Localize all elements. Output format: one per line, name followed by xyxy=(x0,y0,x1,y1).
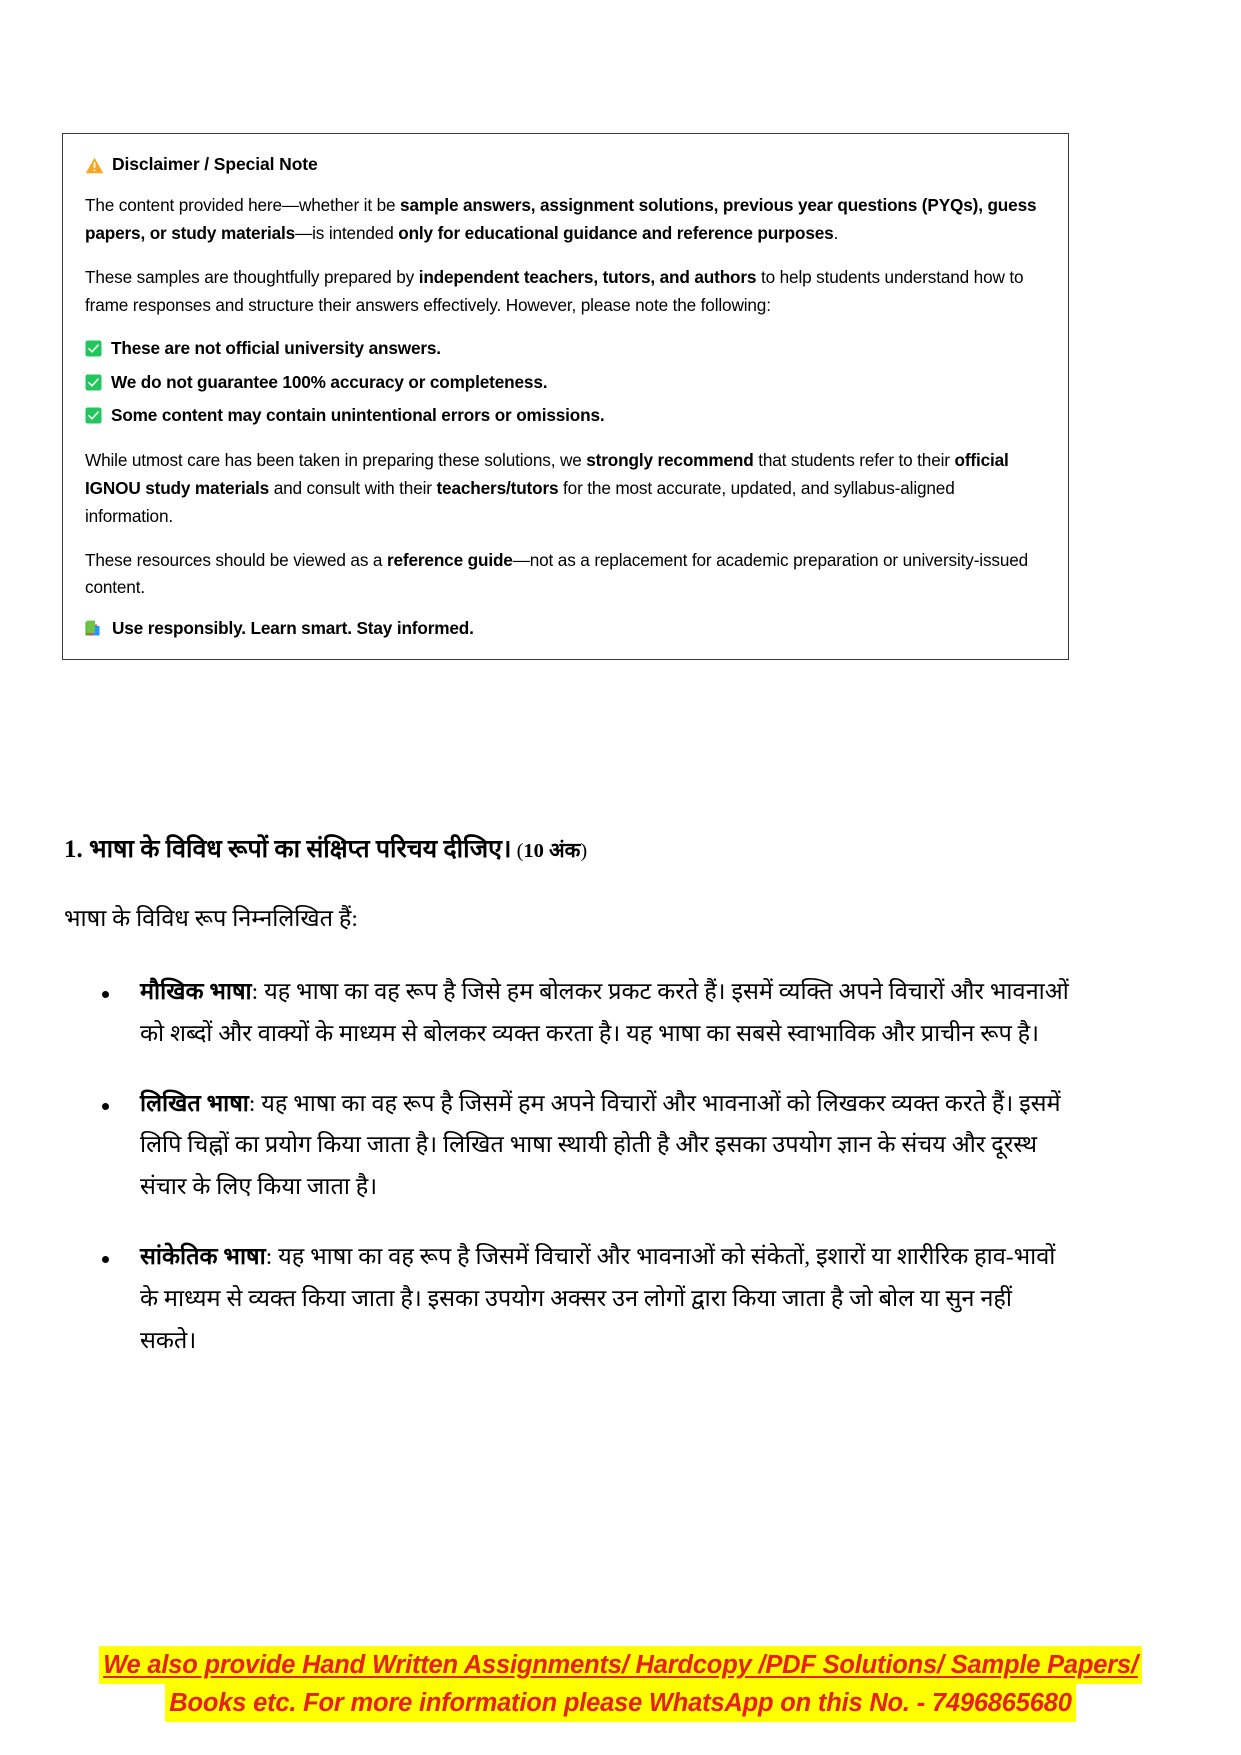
checklist-item xyxy=(85,335,1046,362)
emphasis-text: strongly recommend xyxy=(586,449,754,470)
answer-bullet-item xyxy=(64,972,1072,1056)
bullet-separator: : xyxy=(251,979,265,1005)
body-text: —is intended xyxy=(295,222,399,243)
answer-bullet-item xyxy=(64,1084,1072,1209)
body-text: that students refer to their xyxy=(753,449,955,470)
disclaimer-paragraph-4 xyxy=(85,547,1046,603)
emphasis-text: sample answers, assignment solutions, previous year questions (PYQs), guess papers, or study materials xyxy=(85,195,1037,243)
disclaimer-title-row xyxy=(85,154,1046,175)
warning-triangle-icon xyxy=(85,157,104,174)
body-text: . xyxy=(833,222,839,243)
bullet-text: यह भाषा का वह रूप है जिसे हम बोलकर प्रकट करते हैं। इसमें व्यक्ति अपने विचारों और भावनाओं को शब्दों और वाक्यों के माध्यम से बोलकर व्यक्त करता है। यह भाषा का सबसे स्वाभाविक और प्राचीन रूप है। xyxy=(140,979,1069,1047)
disclaimer-box xyxy=(62,133,1069,660)
disclaimer-title-text: Disclaimer / Special Note xyxy=(112,154,318,174)
bullet-term: मौखिक भाषा xyxy=(140,979,252,1005)
question-heading xyxy=(64,833,1074,867)
answer-intro-line: भाषा के विविध रूप निम्नलिखित हैं: xyxy=(64,906,358,932)
body-text: While utmost care has been taken in preparing these solutions, we xyxy=(85,449,587,470)
disclaimer-final-note-text: Use responsibly. Learn smart. Stay informed. xyxy=(112,618,474,639)
body-text: These samples are thoughtfully prepared by xyxy=(85,266,419,287)
disclaimer-paragraph-2 xyxy=(85,264,1046,320)
disclaimer-final-note-row xyxy=(85,618,1046,639)
body-text: —not as a replacement for academic preparation or university-issued content. xyxy=(85,549,1029,598)
body-text: and consult with their xyxy=(269,477,437,498)
disclaimer-checklist xyxy=(85,335,1046,429)
emphasis-text: independent teachers, tutors, and authors xyxy=(418,266,757,287)
answer-bullet-item xyxy=(64,1237,1072,1362)
disclaimer-paragraph-3 xyxy=(85,447,1046,531)
green-check-box-icon xyxy=(85,372,102,389)
bullet-text: यह भाषा का वह रूप है जिसमें हम अपने विचारों और भावनाओं को लिखकर व्यक्त करते हैं। इसमें लिपि चिह्नों का प्रयोग किया जाता है। लिखित भाषा स्थायी होती है और इसका उपयोग ज्ञान के संचय और दूरस्थ संचार के लिए किया जाता है। xyxy=(140,1090,1061,1201)
question-marks: 10 अंक xyxy=(523,840,581,862)
marks-close-paren: ) xyxy=(580,840,588,862)
books-icon xyxy=(85,620,103,637)
marks-open-paren: ( xyxy=(511,840,524,862)
promo-footer-line-1: We also provide Hand Written Assignments/ Hardcopy /PDF Solutions/ Sample Papers/ xyxy=(99,1646,1142,1684)
promo-footer xyxy=(0,1646,1241,1722)
disclaimer-paragraph-1 xyxy=(85,192,1046,248)
checklist-item-label: These are not official university answers. xyxy=(111,338,441,359)
question-heading-text: 1. भाषा के विविध रूपों का संक्षिप्त परिचय दीजिए। xyxy=(64,836,512,863)
promo-footer-line-2: Books etc. For more information please WhatsApp on this No. - 7496865680 xyxy=(165,1684,1075,1722)
body-text: for the most accurate, updated, and syllabus-aligned information. xyxy=(85,477,955,526)
body-text: These resources should be viewed as a xyxy=(85,549,387,570)
bullet-text: यह भाषा का वह रूप है जिसमें विचारों और भावनाओं को संकेतों, इशारों या शारीरिक हाव-भावों के माध्यम से व्यक्त किया जाता है। इसका उपयोग अक्सर उन लोगों द्वारा किया जाता है जो बोल या सुन नहीं सकते। xyxy=(140,1244,1056,1354)
checklist-item xyxy=(85,369,1046,396)
checklist-item-label: We do not guarantee 100% accuracy or completeness. xyxy=(111,371,548,392)
emphasis-text: only for educational guidance and reference purposes xyxy=(398,222,834,243)
body-text: to help students understand how to frame responses and structure their answers effectively. However, please note the following: xyxy=(85,266,1024,315)
green-check-box-icon xyxy=(85,405,102,422)
emphasis-text: reference guide xyxy=(386,549,513,570)
green-check-box-icon xyxy=(85,338,102,355)
emphasis-text: official IGNOU study materials xyxy=(85,449,1009,498)
emphasis-text: teachers/tutors xyxy=(436,477,559,498)
checklist-item-label: Some content may contain unintentional errors or omissions. xyxy=(111,404,605,425)
bullet-term: लिखित भाषा xyxy=(140,1090,249,1117)
checklist-item xyxy=(85,402,1046,429)
bullet-term: सांकेतिक भाषा xyxy=(140,1244,266,1271)
body-text: The content provided here—whether it be xyxy=(85,195,401,215)
answer-bullet-list xyxy=(64,972,1072,1391)
bullet-separator: : xyxy=(248,1090,262,1117)
bullet-separator: : xyxy=(265,1244,279,1271)
